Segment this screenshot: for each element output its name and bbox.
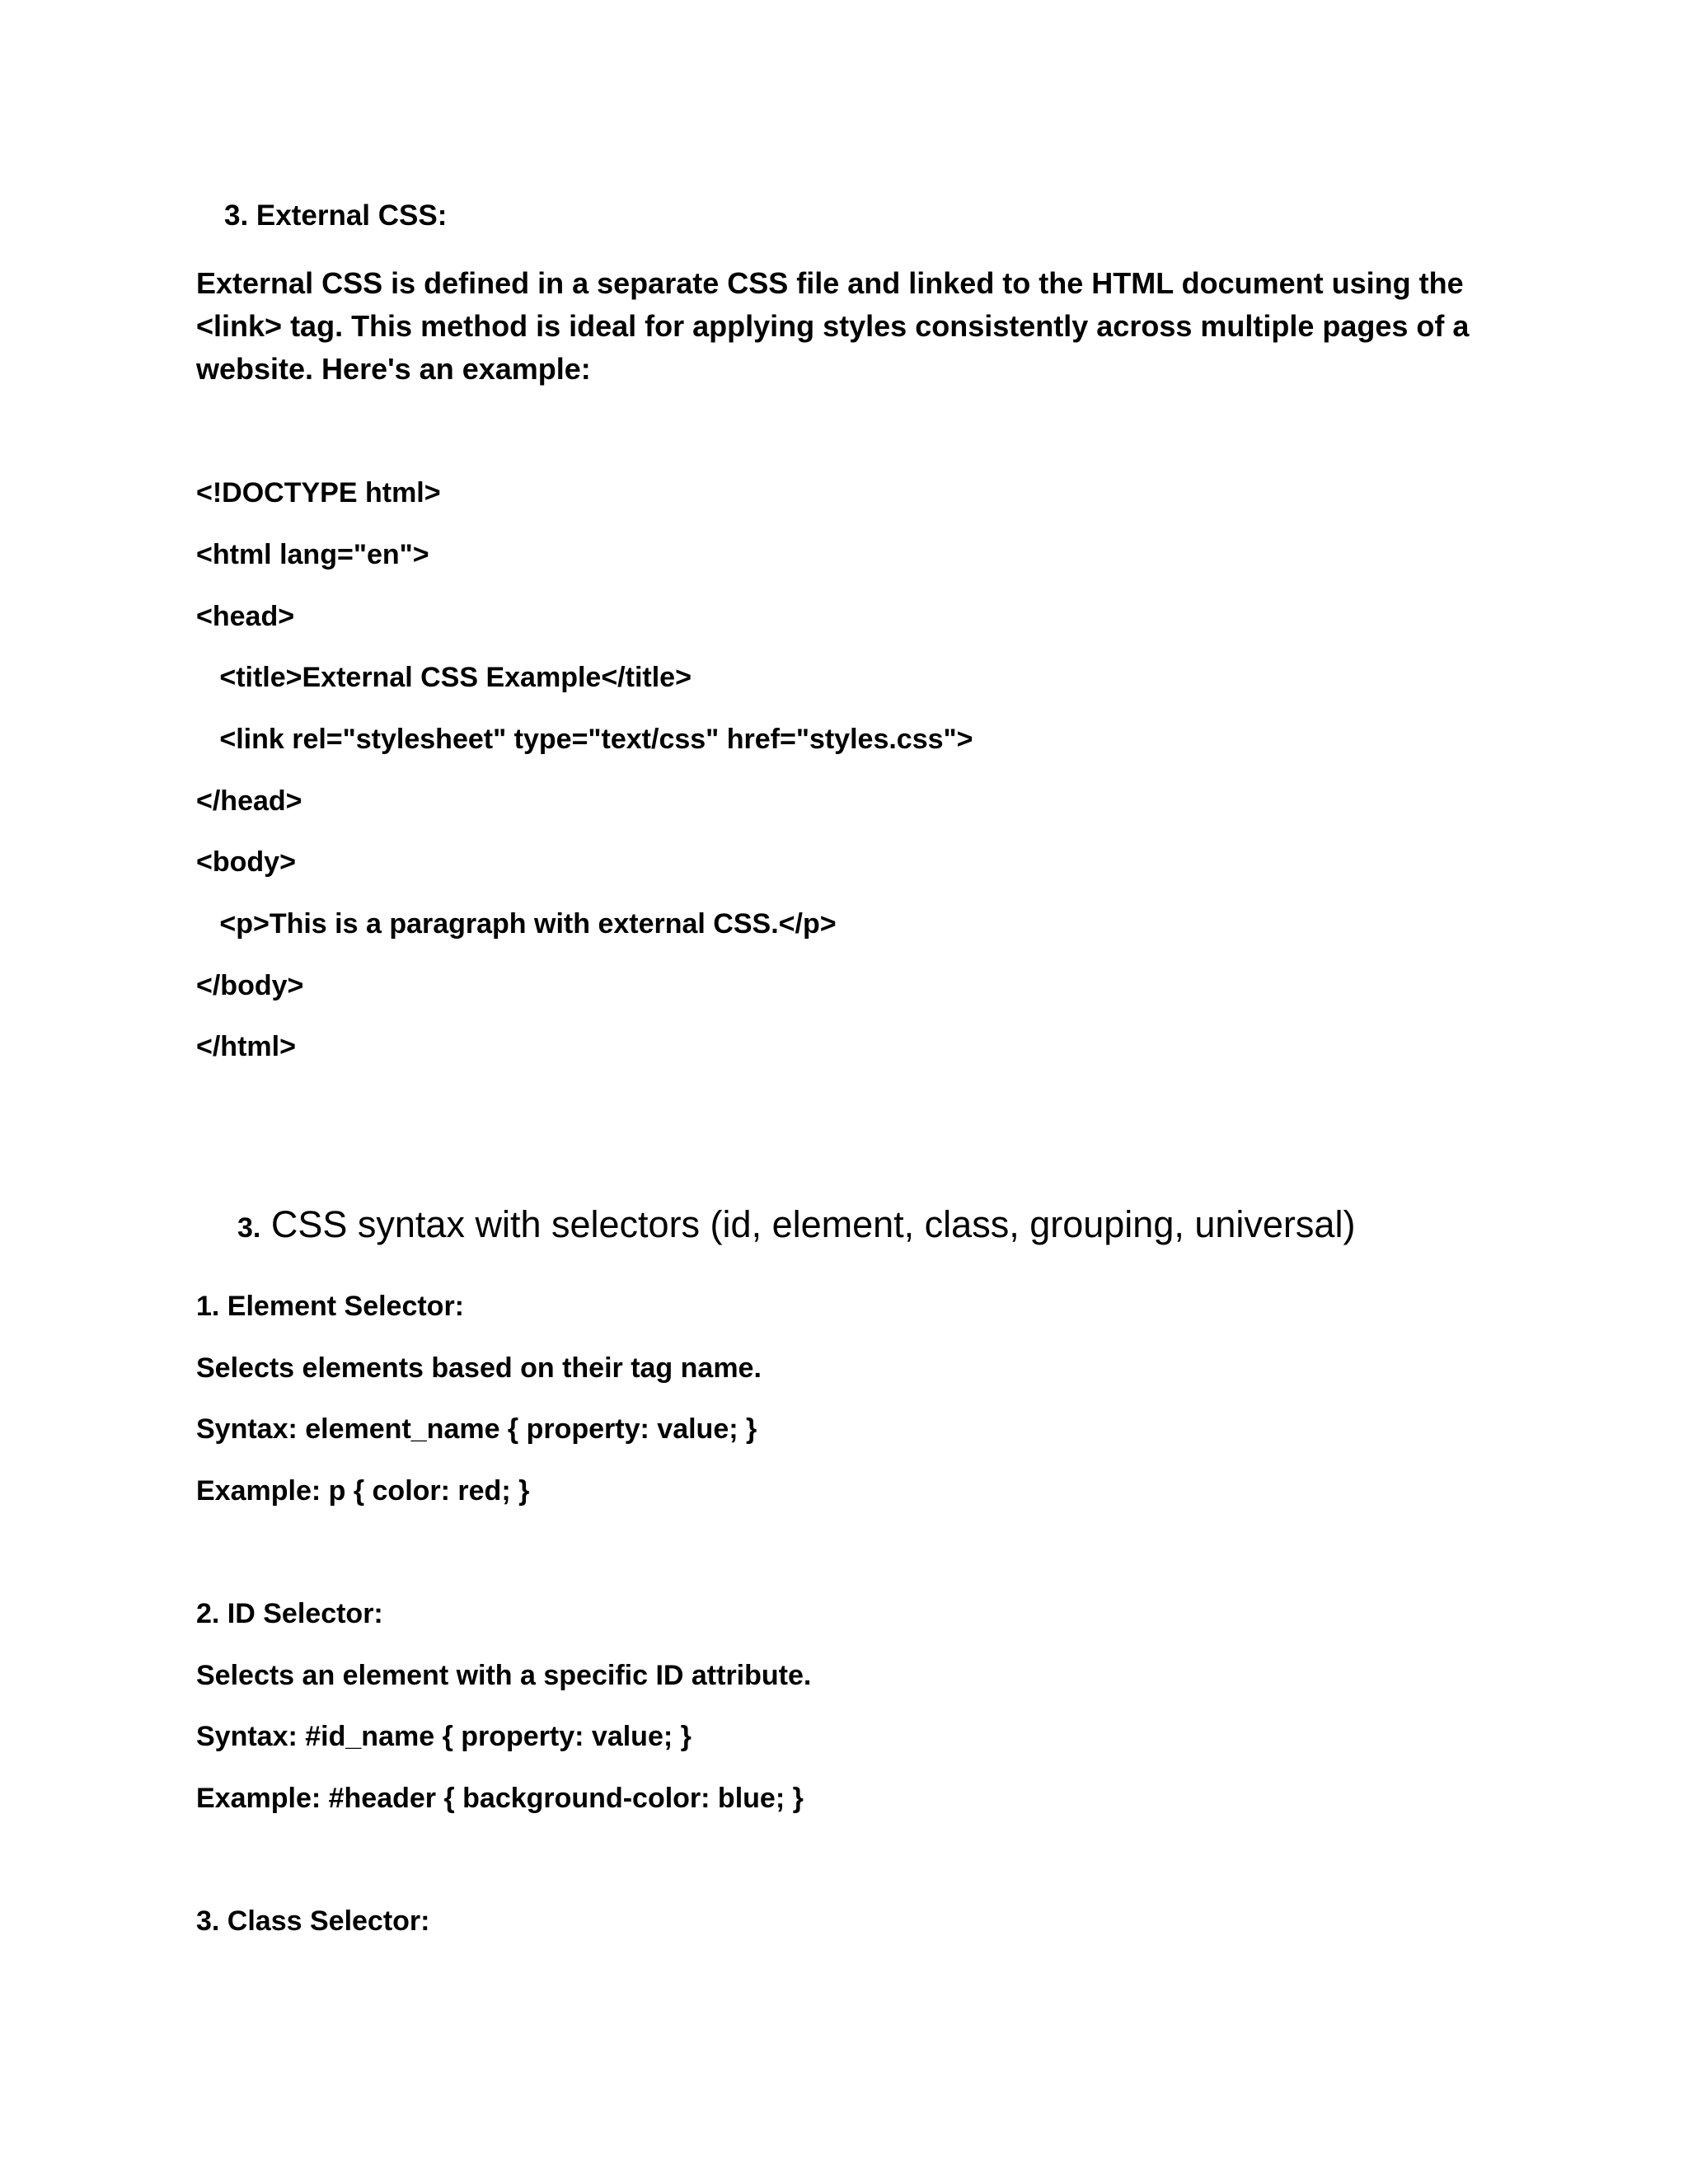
- selector-example: Example: p { color: red; }: [196, 1475, 530, 1507]
- intro-paragraph-line: <link> tag. This method is ideal for applying styles consistently across multiple pages of a: [196, 309, 1470, 343]
- selector-description: Selects elements based on their tag name.: [196, 1352, 762, 1384]
- selector-syntax: Syntax: #id_name { property: value; }: [196, 1721, 692, 1752]
- selector-example: Example: #header { background-color: blue; }: [196, 1783, 804, 1814]
- selector-heading: 3. Class Selector:: [196, 1905, 430, 1937]
- intro-paragraph-line: External CSS is defined in a separate CSS file and linked to the HTML document using the: [196, 266, 1464, 300]
- section-title-text: CSS syntax with selectors (id, element, class, grouping, universal): [260, 1203, 1356, 1245]
- code-line: <body>: [196, 846, 296, 878]
- subsection-heading-external-css: 3. External CSS:: [224, 199, 448, 232]
- code-line: </head>: [196, 785, 302, 817]
- selector-heading: 1. Element Selector:: [196, 1291, 465, 1322]
- selector-description: Selects an element with a specific ID attribute.: [196, 1660, 812, 1691]
- code-line: <p>This is a paragraph with external CSS.</p>: [196, 908, 837, 940]
- code-line: <head>: [196, 601, 295, 632]
- code-line: <html lang="en">: [196, 539, 429, 570]
- code-line: </html>: [196, 1031, 296, 1062]
- code-line: <title>External CSS Example</title>: [196, 662, 692, 693]
- selector-heading: 2. ID Selector:: [196, 1598, 383, 1629]
- section-number: 3.: [237, 1212, 261, 1244]
- code-line: <link rel="stylesheet" type="text/css" href="styles.css">: [196, 724, 973, 755]
- code-line: </body>: [196, 970, 304, 1001]
- intro-paragraph: [196, 262, 1470, 391]
- intro-paragraph-line: website. Here's an example:: [196, 352, 591, 386]
- selector-syntax: Syntax: element_name { property: value; }: [196, 1413, 757, 1445]
- section-title: [196, 1155, 1355, 1297]
- code-line: <!DOCTYPE html>: [196, 477, 441, 509]
